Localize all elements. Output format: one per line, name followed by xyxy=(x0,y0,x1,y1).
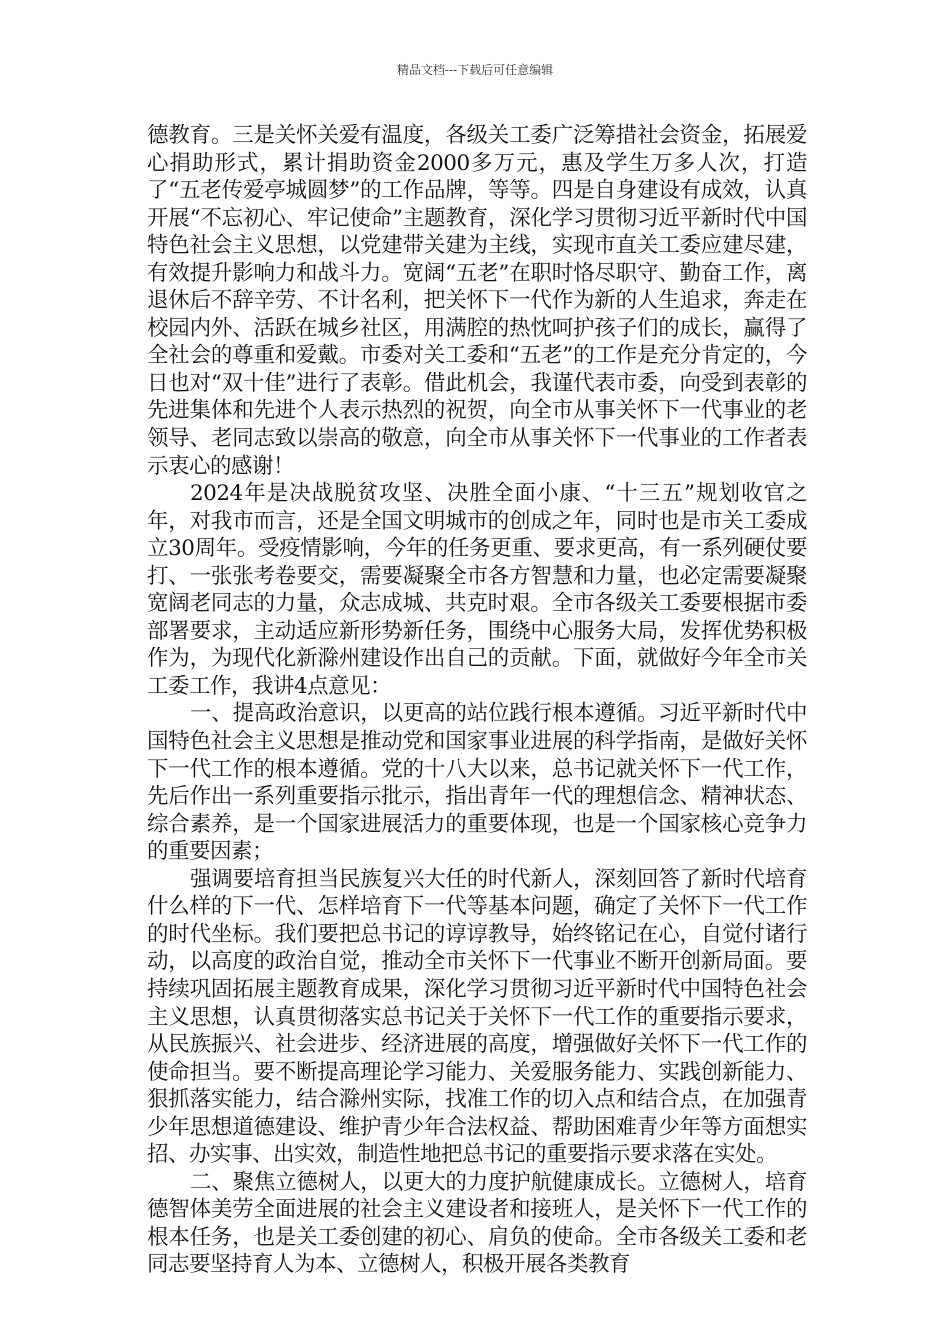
paragraph-3: 一、提高政治意识，以更高的站位践行根本遵循。习近平新时代中国特色社会主义思想是推动党和国家事业进展的科学指南，是做好关怀下一代工作的根本遵循。党的十八大以来，总书记就关怀下一代工作，先后作出一系列重要指示批示，指出青年一代的理想信念、精神状态、综合素养，是一个国家进展活力的重要体现，也是一个国家核心竞争力的重要因素； xyxy=(147,701,807,865)
page-header: 精品文档---下载后可任意编辑 xyxy=(396,63,554,77)
paragraph-5: 二、聚焦立德树人，以更大的力度护航健康成长。立德树人，培育德智体美劳全面进展的社会主义建设者和接班人，是关怀下一代工作的根本任务，也是关工委创建的初心、肩负的使命。全市各级关工委和老同志要坚持育人为本、立德树人，积极开展各类教育 xyxy=(147,1169,807,1278)
paragraph-2: 2024年是决战脱贫攻坚、决胜全面小康、“十三五”规划收官之年，对我市而言，还是全国文明城市的创成之年，同时也是市关工委成立30周年。受疫情影响，今年的任务更重、要求更高，有一系列硬仗要打、一张张考卷要交，需要凝聚全市各方智慧和力量，也必定需要凝聚宽阔老同志的力量，众志成城、共克时艰。全市各级关工委要根据市委部署要求，主动适应新形势新任务，围绕中心服务大局，发挥优势积极作为，为现代化新滁州建设作出自己的贡献。下面，就做好今年全市关工委工作，我讲4点意见： xyxy=(147,481,807,699)
document-body xyxy=(147,122,807,1279)
paragraph-4: 强调要培育担当民族复兴大任的时代新人，深刻回答了新时代培育什么样的下一代、怎样培育下一代等基本问题，确定了关怀下一代工作的时代坐标。我们要把总书记的谆谆教导，始终铭记在心，自觉付诸行动，以高度的政治自觉，推动全市关怀下一代事业不断开创新局面。要持续巩固拓展主题教育成果，深化学习贯彻习近平新时代中国特色社会主义思想，认真贯彻落实总书记关于关怀下一代工作的重要指示要求，从民族振兴、社会进步、经济进展的高度，增强做好关怀下一代工作的使命担当。要不断提高理论学习能力、关爱服务能力、实践创新能力、狠抓落实能力，结合滁州实际，找准工作的切入点和结合点，在加强青少年思想道德建设、维护青少年合法权益、帮助困难青少年等方面想实招、办实事、出实效，制造性地把总书记的重要指示要求落在实处。 xyxy=(147,866,807,1168)
paragraph-1: 德教育。三是关怀关爱有温度，各级关工委广泛筹措社会资金，拓展爱心捐助形式，累计捐助资金2000多万元，惠及学生万多人次，打造了“五老传爱亭城圆梦”的工作品牌，等等。四是自身建设有成效，认真开展“不忘初心、牢记使命”主题教育，深化学习贯彻习近平新时代中国特色社会主义思想，以党建带关建为主线，实现市直关工委应建尽建，有效提升影响力和战斗力。宽阔“五老”在职时恪尽职守、勤奋工作，离退休后不辞辛劳、不计名利，把关怀下一代作为新的人生追求，奔走在校园内外、活跃在城乡社区，用满腔的热忱呵护孩子们的成长，赢得了全社会的尊重和爱戴。市委对关工委和“五老”的工作是充分肯定的，今日也对“双十佳”进行了表彰。借此机会，我谨代表市委，向受到表彰的先进集体和先进个人表示热烈的祝贺，向全市从事关怀下一代事业的老领导、老同志致以崇高的敬意，向全市从事关怀下一代事业的工作者表示衷心的感谢！ xyxy=(147,123,807,479)
